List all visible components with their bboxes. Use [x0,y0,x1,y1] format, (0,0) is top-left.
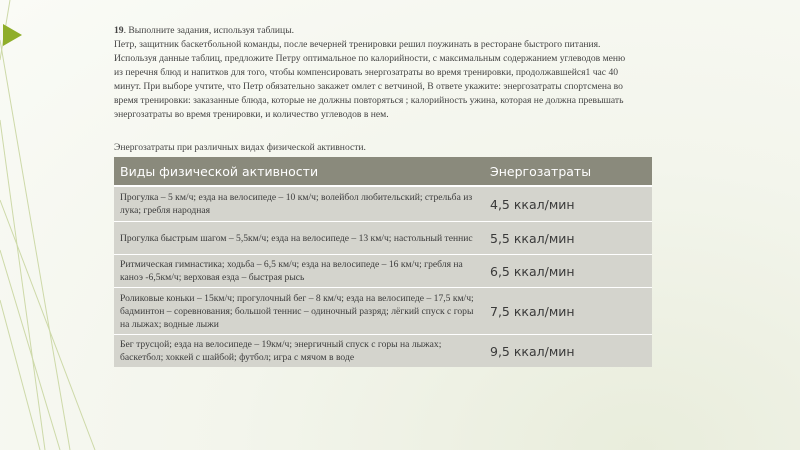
task-line: минут. При выборе учтите, что Петр обязательно закажет омлет с ветчиной, В ответе укажите: энергозатраты спортсмена во [114,81,623,92]
activity-cell: Прогулка – 5 км/ч; езда на велосипеде – 10 км/ч; волейбол любительский; стрельба из лука; гребля народная [114,186,484,222]
task-number: 19 [114,25,124,36]
table-row [114,186,652,222]
activity-cell: Бег трусцой; езда на велосипеде – 19км/ч; энергичный спуск с горы на лыжах; баскетбол; хоккей с шайбой; футбол; игра с мячом в воде [114,335,484,368]
table-row [114,288,652,335]
table-caption: Энергозатраты при различных видах физической активности. [114,142,366,153]
header-activity: Виды физической активности [114,157,484,186]
task-title: 19. Выполните задания, используя таблицы. [114,25,295,36]
energy-table [114,157,652,367]
activity-cell: Ритмическая гимнастика; ходьба – 6,5 км/ч; езда на велосипеде – 16 км/ч; гребля на каноэ -6,5км/ч; верховая езда – быстрая рысь [114,255,484,288]
task-text [114,24,754,122]
activity-cell: Прогулка быстрым шагом – 5,5км/ч; езда на велосипеде – 13 км/ч; настольный теннис [114,222,484,255]
energy-cell: 9,5 ккал/мин [484,335,652,368]
task-line: время тренировки: заказанные блюда, которые не должны повторяться ; калорийность ужина, которая не должна превышать [114,95,624,106]
energy-cell: 6,5 ккал/мин [484,255,652,288]
table-header-row [114,157,652,186]
table-row [114,335,652,368]
decorative-lines [0,0,100,450]
task-line: Используя данные таблиц, предложите Петру оптимальное по калорийности, с максимальным содержанием углеводов меню [114,53,626,64]
green-triangle-icon [3,24,22,46]
activity-cell: Роликовые коньки – 15км/ч; прогулочный бег – 8 км/ч; езда на велосипеде – 17,5 км/ч; бадминтон – соревнования; большой теннис – одиночный разряд; лёгкий спуск с горы на лыжах; водные лыжи [114,288,484,335]
task-line: энергозатраты во время тренировки, и количество углеводов в нем. [114,109,389,120]
table-row [114,222,652,255]
energy-cell: 5,5 ккал/мин [484,222,652,255]
table-row [114,255,652,288]
header-energy: Энергозатраты [484,157,652,186]
task-line: из перечня блюд и напитков для того, чтобы компенсировать энергозатраты во время тренировки, продолжавшейся1 час 40 [114,67,619,78]
energy-cell: 7,5 ккал/мин [484,288,652,335]
energy-cell: 4,5 ккал/мин [484,186,652,222]
task-line: Петр, защитник баскетбольной команды, после вечерней тренировки решил поужинать в ресторане быстрого питания. [114,39,601,50]
